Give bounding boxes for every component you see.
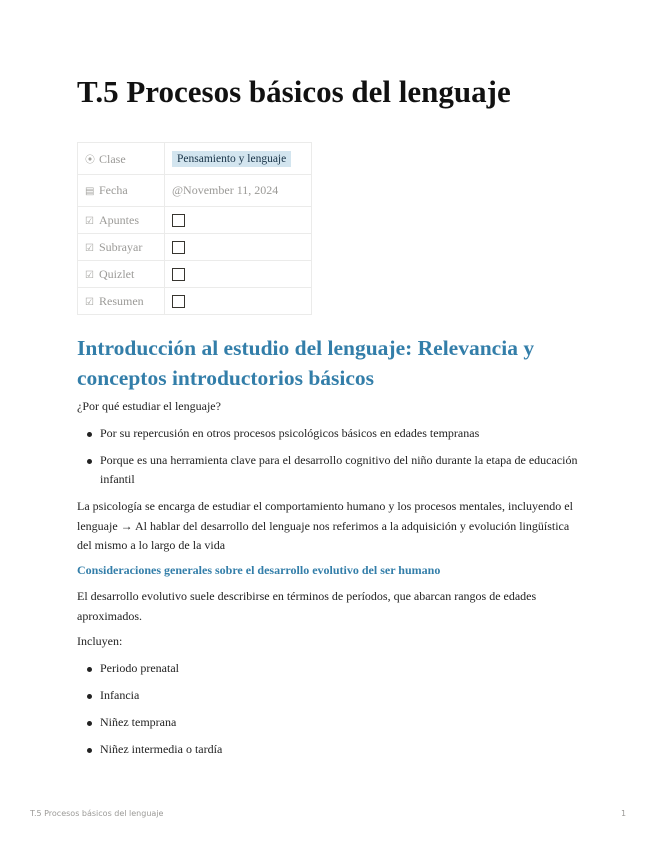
property-row-quizlet	[78, 261, 312, 288]
subsection-heading: Consideraciones generales sobre el desarrollo evolutivo del ser humano	[77, 563, 441, 577]
property-key: Subrayar	[99, 239, 143, 254]
clase-tag[interactable]: Pensamiento y lenguaje	[172, 151, 291, 167]
section-heading: Introducción al estudio del lenguaje: Relevancia y conceptos introductorios básicos	[77, 336, 535, 390]
property-row-fecha	[78, 175, 312, 207]
footer-doc-title: T.5 Procesos básicos del lenguaje	[30, 809, 164, 818]
property-key: Resumen	[99, 293, 144, 308]
list-item: Infancia	[77, 686, 582, 706]
property-row-clase	[78, 143, 312, 175]
development-paragraph: El desarrollo evolutivo suele describirse en términos de períodos, que abarcan rangos de edades aproximados.	[77, 589, 537, 623]
periods-list	[77, 659, 582, 760]
calendar-icon: ▤	[85, 186, 95, 197]
quizlet-checkbox[interactable]	[172, 268, 185, 281]
fecha-value[interactable]: @November 11, 2024	[172, 183, 279, 197]
footer-page-number: 1	[621, 809, 627, 818]
resumen-checkbox[interactable]	[172, 295, 185, 308]
checkbox-prop-icon: ☑	[85, 215, 94, 227]
checkbox-prop-icon: ☑	[85, 242, 94, 254]
property-key: Fecha	[99, 183, 128, 197]
list-item: Por su repercusión en otros procesos psicológicos básicos en edades tempranas	[77, 424, 582, 444]
property-key: Quizlet	[99, 266, 135, 281]
page-title: T.5 Procesos básicos del lenguaje	[77, 74, 511, 109]
list-item: Periodo prenatal	[77, 659, 582, 679]
list-item: Niñez temprana	[77, 713, 582, 733]
checkbox-prop-icon: ☑	[85, 269, 94, 281]
property-row-subrayar	[78, 234, 312, 261]
property-row-resumen	[78, 288, 312, 315]
clase-icon: ⦿	[85, 154, 95, 166]
property-key: Clase	[99, 151, 126, 166]
question-paragraph: ¿Por qué estudiar el lenguaje?	[77, 399, 221, 413]
list-item: Porque es una herramienta clave para el desarrollo cognitivo del niño durante la etapa de educación infantil	[77, 451, 582, 490]
reasons-list	[77, 424, 582, 490]
checkbox-prop-icon: ☑	[85, 296, 94, 308]
list-item: Niñez intermedia o tardía	[77, 740, 582, 760]
incluyen-paragraph: Incluyen:	[77, 634, 123, 648]
intro-paragraph: La psicología se encarga de estudiar el comportamiento humano y los procesos mentales, incluyendo el lenguaje → Al hablar del desarrollo del lenguaje nos referimos a la adquisición y evolución lingüística del mismo a lo largo de la vida	[77, 499, 573, 552]
apuntes-checkbox[interactable]	[172, 214, 185, 227]
property-key: Apuntes	[99, 212, 139, 227]
properties-table	[77, 142, 312, 315]
subrayar-checkbox[interactable]	[172, 241, 185, 254]
property-row-apuntes	[78, 207, 312, 234]
